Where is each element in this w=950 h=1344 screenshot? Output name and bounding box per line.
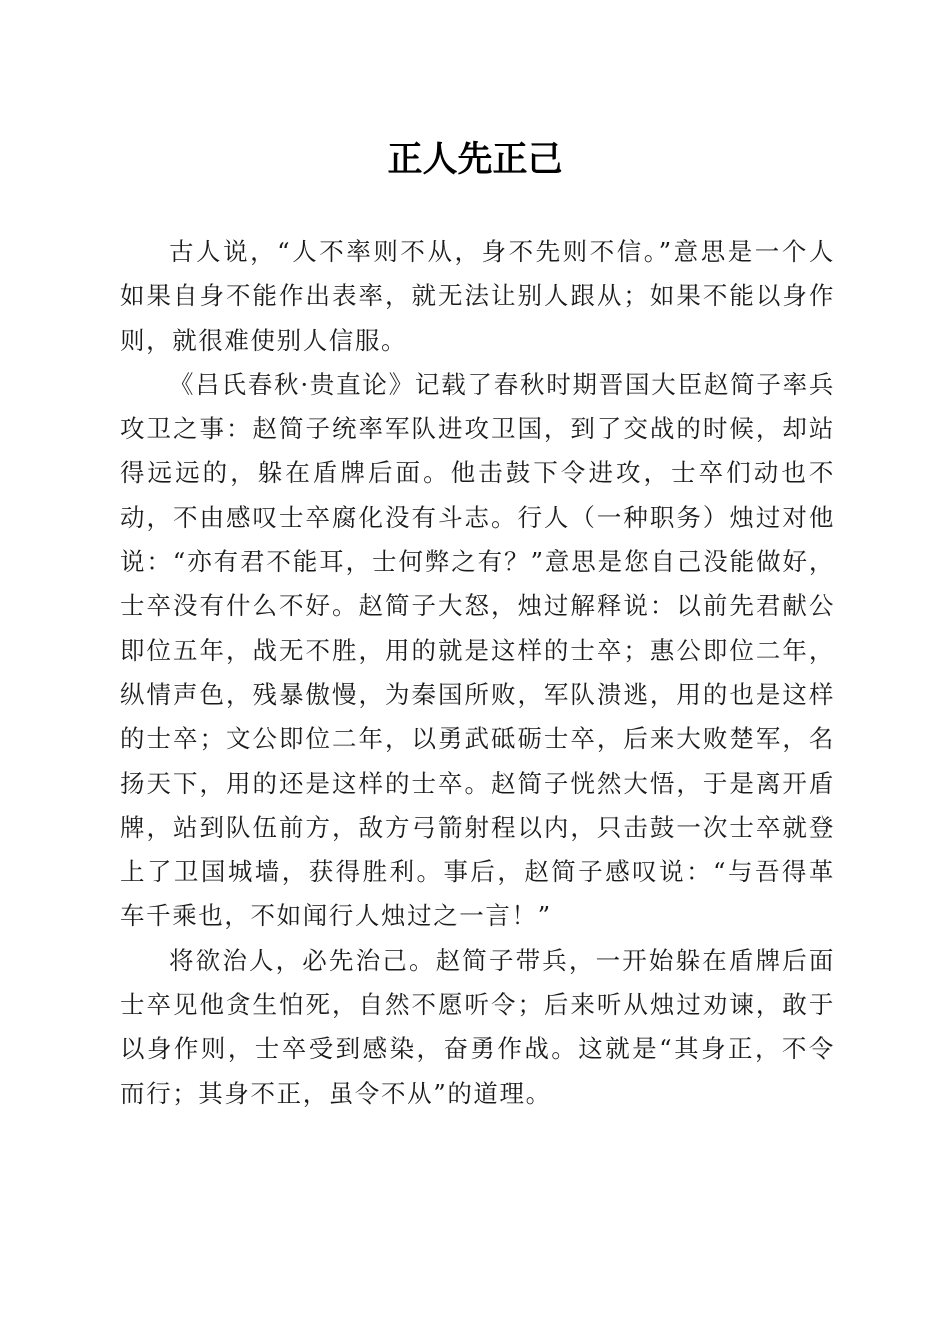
document-title: 正人先正己 xyxy=(387,139,563,180)
paragraph-intro: 古人说，“人不率则不从，身不先则不信。”意思是一个人如果自身不能作出表率，就无法让别人跟从；如果不能以身作则，就很难使别人信服。 xyxy=(120,237,835,355)
document-body xyxy=(120,230,835,1116)
paragraph-story: 《吕氏春秋·贵直论》记载了春秋时期晋国大臣赵简子率兵攻卫之事：赵简子统率军队进攻卫国，到了交战的时候，却站得远远的，躲在盾牌后面。他击鼓下令进攻，士卒们动也不动，不由感叹士卒腐化没有斗志。行人（一种职务）烛过对他说：“亦有君不能耳，士何弊之有？”意思是您自己没能做好，士卒没有什么不好。赵简子大怒，烛过解释说：以前先君献公即位五年，战无不胜，用的就是这样的士卒；惠公即位二年，纵情声色，残暴傲慢，为秦国所败，军队溃逃，用的也是这样的士卒；文公即位二年，以勇武砥砺士卒，后来大败楚军，名扬天下，用的还是这样的士卒。赵简子恍然大悟，于是离开盾牌，站到队伍前方，敌方弓箭射程以内，只击鼓一次士卒就登上了卫国城墙，获得胜利。事后，赵简子感叹说：“与吾得革车千乘也，不如闻行人烛过之一言！” xyxy=(120,369,835,931)
paragraph-conclusion: 将欲治人，必先治己。赵简子带兵，一开始躲在盾牌后面士卒见他贪生怕死，自然不愿听令；后来听从烛过劝谏，敢于以身作则，士卒受到感染，奋勇作战。这就是“其身正，不令而行；其身不正，虽令不从”的道理。 xyxy=(120,945,835,1108)
